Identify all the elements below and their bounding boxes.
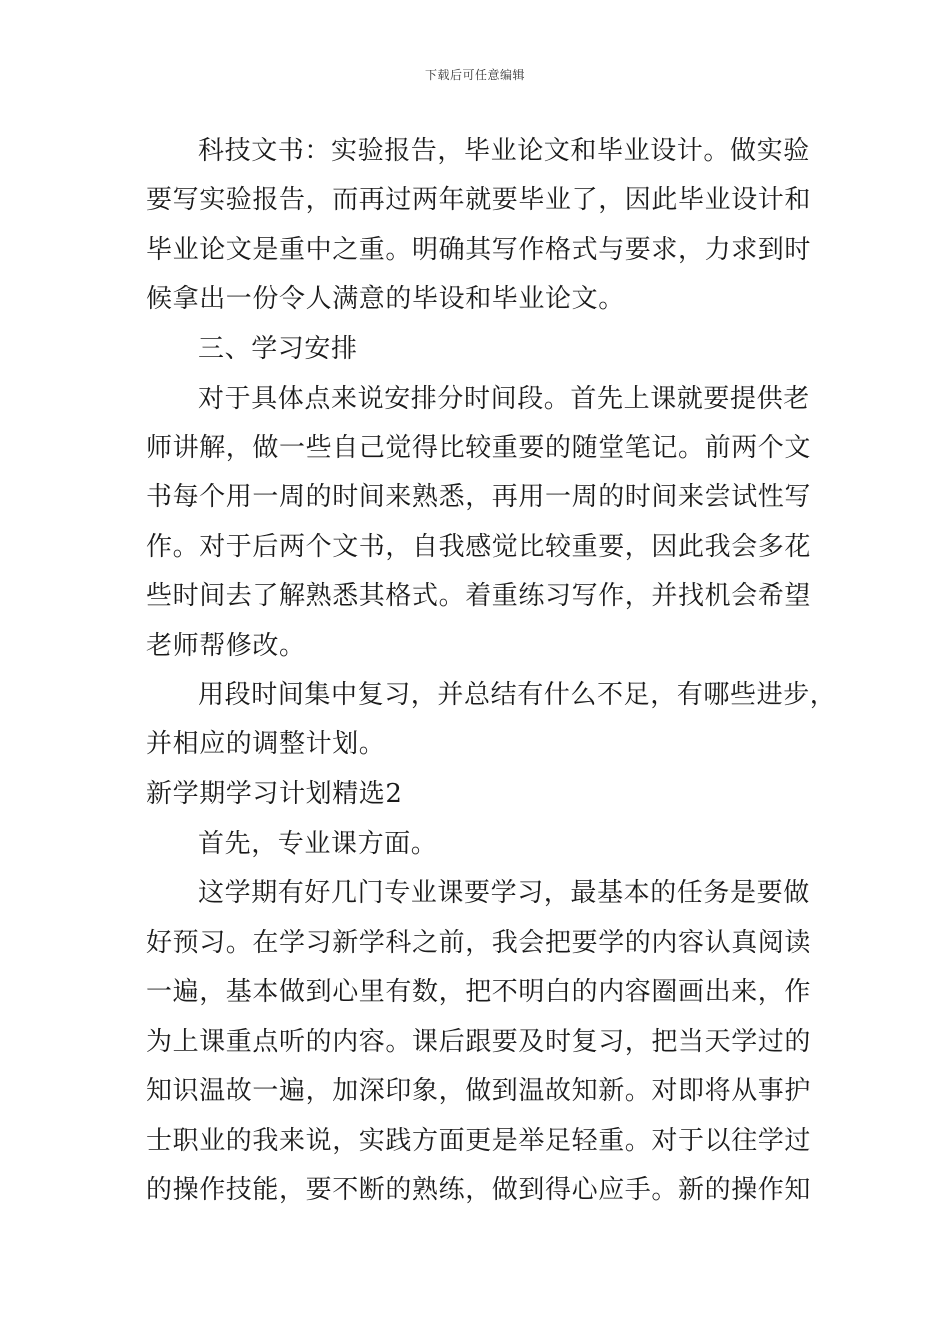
paragraph-line: 作。对于后两个文书，自我感觉比较重要，因此我会多花	[146, 532, 812, 562]
paragraph-line: 对于具体点来说安排分时间段。首先上课就要提供老	[198, 384, 810, 414]
paragraph-line: 首先，专业课方面。	[198, 829, 438, 859]
paragraph-line: 科技文书：实验报告，毕业论文和毕业设计。做实验	[198, 136, 810, 166]
paragraph-line: 老师帮修改。	[146, 631, 306, 661]
page-header: 下载后可任意编辑	[424, 68, 525, 82]
paragraph-line: 的操作技能，要不断的熟练，做到得心应手。新的操作知	[146, 1175, 812, 1205]
paragraph-line: 这学期有好几门专业课要学习，最基本的任务是要做	[198, 878, 810, 908]
section-heading: 三、学习安排	[198, 334, 358, 364]
paragraph-line: 些时间去了解熟悉其格式。着重练习写作，并找机会希望	[146, 581, 812, 611]
paragraph-line: 书每个用一周的时间来熟悉，再用一周的时间来尝试性写	[146, 482, 812, 512]
paragraph-line: 毕业论文是重中之重。明确其写作格式与要求，力求到时	[146, 235, 812, 265]
paragraph-line: 候拿出一份令人满意的毕设和毕业论文。	[146, 284, 625, 314]
paragraph-line: 好预习。在学习新学科之前，我会把要学的内容认真阅读	[146, 928, 812, 958]
paragraph-line: 师讲解，做一些自己觉得比较重要的随堂笔记。前两个文	[146, 433, 812, 463]
paragraph-line: 并相应的调整计划。	[146, 729, 386, 759]
paragraph-line: 一遍，基本做到心里有数，把不明白的内容圈画出来，作	[146, 977, 812, 1007]
paragraph-line: 用段时间集中复习，并总结有什么不足，有哪些进步，	[198, 680, 837, 710]
paragraph-line: 为上课重点听的内容。课后跟要及时复习，把当天学过的	[146, 1027, 812, 1057]
paragraph-line: 要写实验报告，而再过两年就要毕业了，因此毕业设计和	[146, 185, 812, 215]
section-title: 新学期学习计划精选2	[146, 779, 403, 809]
paragraph-line: 知识温故一遍，加深印象，做到温故知新。对即将从事护	[146, 1076, 812, 1106]
paragraph-line: 士职业的我来说，实践方面更是举足轻重。对于以往学过	[146, 1126, 812, 1156]
